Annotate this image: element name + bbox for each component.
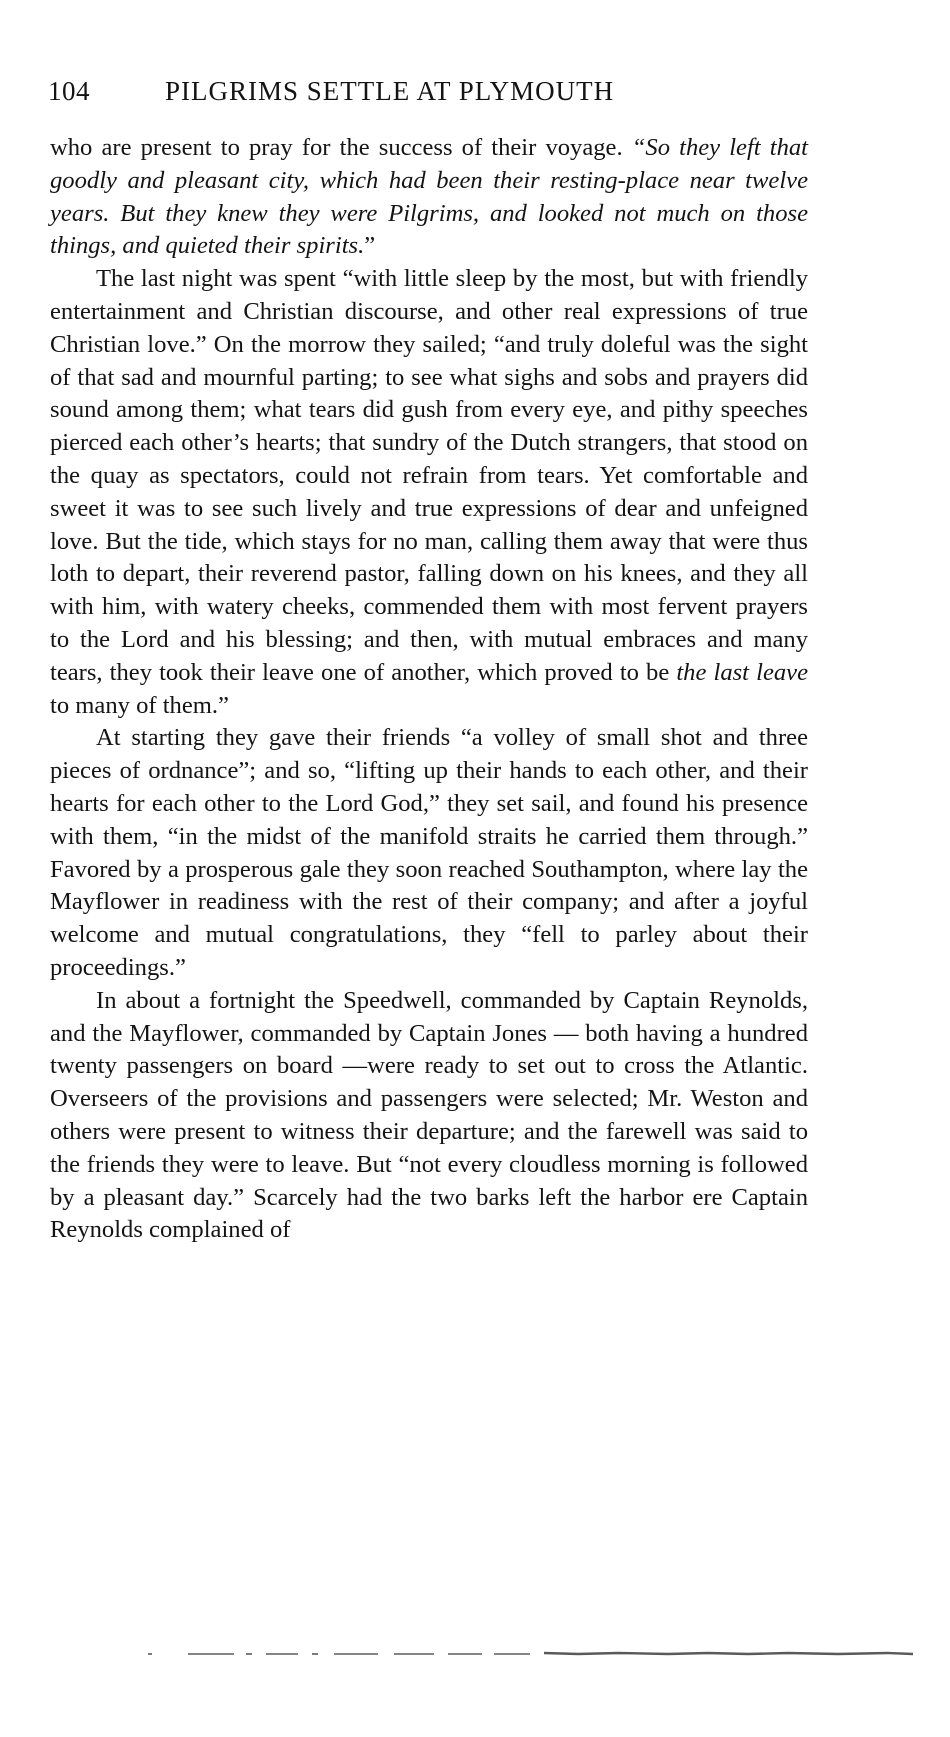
paragraph bbox=[50, 263, 808, 722]
page-number: 104 bbox=[48, 76, 90, 106]
paragraph bbox=[50, 985, 808, 1247]
text-run: The last night was spent “with little sleep by the most, but with friendly entertainment and Christian discourse, and other real expressions of true Christian love.” On the morrow they sailed; “and truly doleful was the sight of that sad and mournful parting; to see what sighs and sobs and prayers did sound among them; what tears did gush from every eye, and pithy speeches pierced each other’s hearts; that sundry of the Dutch strangers, that stood on the quay as spectators, could not refrain from tears. Yet comfortable and sweet it was to see such lively and true expressions of dear and unfeigned love. But the tide, which stays for no man, calling them away that were thus loth to depart, their reverend pastor, falling down on his knees, and they all with him, with watery cheeks, commended them with most fervent prayers to the Lord and his blessing; and then, with mutual embraces and many tears, they took their leave one of another, which proved to be bbox=[50, 265, 808, 686]
text-run: At starting they gave their friends “a volley of small shot and three pieces of ordnance”; and so, “lifting up their hands to each other, and their hearts for each other to the Lord God,” they set sail, and found his presence with them, “in the midst of the manifold straits he carried them through.” Favored by a prosperous gale they soon reached Southampton, where lay the Mayflower in readiness with the rest of their company; and after a joyful welcome and mutual congratulations, they “fell to parley about their proceedings.” bbox=[50, 724, 808, 981]
running-head bbox=[48, 76, 808, 116]
smudge-marks bbox=[148, 1653, 913, 1654]
italic-quote-run: “So they left that goodly and pleasant city, which had been their resting-place near twelve years. But they knew they were Pilgrims, and looked not much on those things, and quieted their spirits. bbox=[50, 134, 808, 260]
text-run: ” bbox=[364, 232, 376, 260]
print-smudge bbox=[148, 1650, 913, 1658]
body-text bbox=[50, 132, 808, 1247]
text-run: to many of them.” bbox=[50, 691, 229, 719]
italic-emphasis-run: the last leave bbox=[676, 658, 808, 686]
paragraph bbox=[50, 132, 808, 263]
text-run: who are present to pray for the success of their voyage. bbox=[50, 134, 632, 161]
text-run: In about a fortnight the Speedwell, commanded by Captain Reynolds, and the Mayflower, commanded by Captain Jones — both having a hundred twenty passengers on board —were ready to set out to cross the Atlantic. Overseers of the provisions and passengers were selected; Mr. Weston and others were present to witness their departure; and the farewell was said to the friends they were to leave. But “not every cloudless morning is followed by a pleasant day.” Scarcely had the two barks left the harbor ere Captain Reynolds complained of bbox=[50, 986, 808, 1244]
running-title: PILGRIMS SETTLE AT PLYMOUTH bbox=[165, 76, 615, 106]
paragraph bbox=[50, 722, 808, 984]
